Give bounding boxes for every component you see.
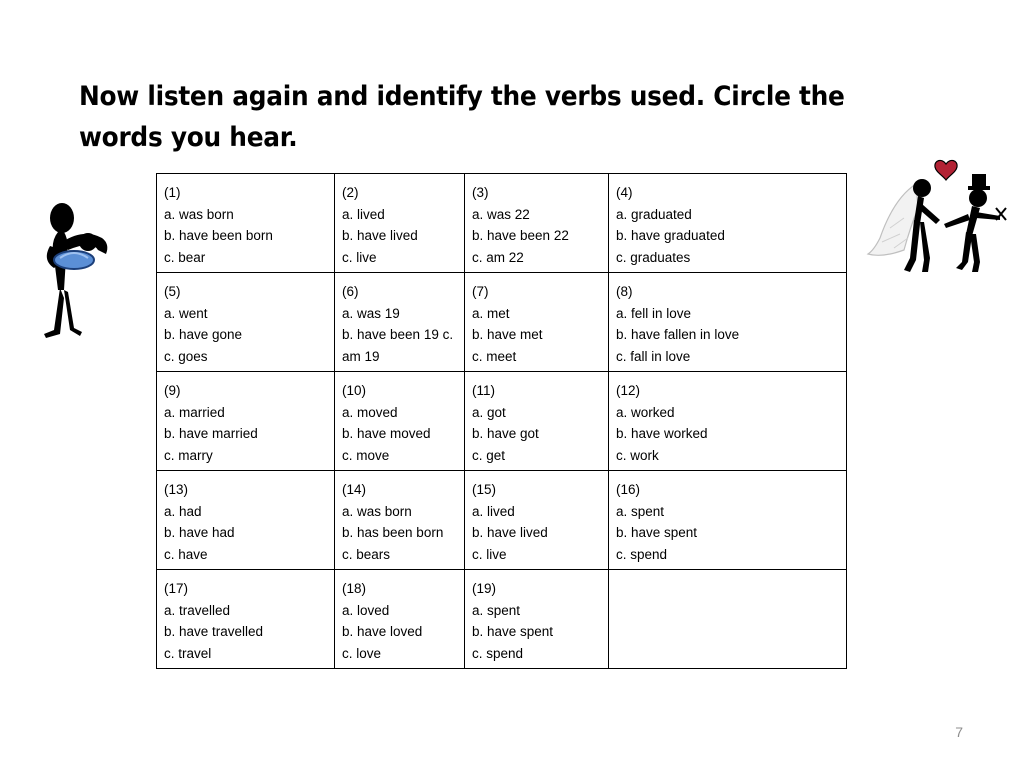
option-c[interactable]: c. meet <box>472 348 517 364</box>
question-number: (12) <box>616 383 641 398</box>
option-a[interactable]: a. married <box>164 404 225 420</box>
option-c[interactable]: c. love <box>342 645 382 661</box>
option-b[interactable]: b. have spent <box>472 624 554 639</box>
option-a[interactable]: a. travelled <box>164 602 231 618</box>
question-number: (19) <box>472 581 497 596</box>
option-c[interactable]: c. bear <box>164 249 206 265</box>
option-a[interactable]: a. went <box>164 305 208 321</box>
option-b[interactable]: b. have graduated <box>616 228 725 243</box>
option-a[interactable]: a. was born <box>164 206 234 222</box>
question-cell <box>157 174 335 273</box>
option-a[interactable]: a. had <box>164 503 202 519</box>
option-b[interactable]: b. has been born <box>342 525 444 540</box>
question-cell <box>465 471 609 570</box>
option-c[interactable]: c. bears <box>342 546 391 562</box>
question-cell <box>335 570 465 669</box>
option-a[interactable]: a. was born <box>342 503 412 519</box>
question-number: (6) <box>342 284 359 299</box>
question-cell <box>157 570 335 669</box>
question-cell <box>609 372 847 471</box>
question-cell <box>465 273 609 372</box>
option-a[interactable]: a. loved <box>342 602 390 618</box>
option-a[interactable]: a. spent <box>616 503 665 519</box>
question-number: (16) <box>616 482 641 497</box>
question-cell <box>465 570 609 669</box>
option-c[interactable]: c. have <box>164 546 208 562</box>
option-b[interactable]: b. have gone <box>164 327 243 342</box>
question-cell <box>609 174 847 273</box>
question-cell <box>335 372 465 471</box>
option-b[interactable]: b. have married <box>164 426 258 441</box>
question-cell <box>335 471 465 570</box>
option-c[interactable]: c. live <box>342 249 377 265</box>
option-b[interactable]: b. have fallen in love <box>616 327 740 342</box>
question-number: (15) <box>472 482 497 497</box>
verb-choice-table <box>156 173 847 669</box>
option-c[interactable]: c. marry <box>164 447 213 463</box>
question-cell <box>609 273 847 372</box>
option-b[interactable]: b. have loved <box>342 624 423 639</box>
option-c[interactable]: c. live <box>472 546 507 562</box>
option-a[interactable]: a. fell in love <box>616 305 692 321</box>
option-b[interactable]: b. have met <box>472 327 543 342</box>
option-b[interactable]: b. have travelled <box>164 624 264 639</box>
option-c[interactable]: c. am 22 <box>472 249 524 265</box>
question-number: (1) <box>164 185 181 200</box>
heart-icon <box>935 160 957 180</box>
option-c[interactable]: c. get <box>472 447 506 463</box>
option-b[interactable]: b. have spent <box>616 525 698 540</box>
parent-with-baby-icon <box>40 198 118 340</box>
question-number: (18) <box>342 581 367 596</box>
question-number: (4) <box>616 185 633 200</box>
slide-title: Now listen again and identify the verbs used. Circle the words you hear. <box>79 81 845 153</box>
option-b[interactable]: b. have lived <box>342 228 418 243</box>
option-a[interactable]: a. lived <box>342 206 385 222</box>
question-cell <box>465 372 609 471</box>
question-number: (9) <box>164 383 181 398</box>
option-c[interactable]: c. fall in love <box>616 348 691 364</box>
question-number: (17) <box>164 581 189 596</box>
option-a[interactable]: a. was 19 <box>342 305 400 321</box>
option-b[interactable]: b. have moved <box>342 426 431 441</box>
option-b[interactable]: b. have been 19 c. am 19 <box>342 327 454 364</box>
question-number: (11) <box>472 383 496 398</box>
option-c[interactable]: c. travel <box>164 645 212 661</box>
page-number: 7 <box>955 724 963 740</box>
option-b[interactable]: b. have got <box>472 426 539 441</box>
question-cell <box>157 471 335 570</box>
question-number: (5) <box>164 284 181 299</box>
option-a[interactable]: a. lived <box>472 503 515 519</box>
option-a[interactable]: a. graduated <box>616 206 692 222</box>
question-number: (10) <box>342 383 367 398</box>
question-cell <box>157 273 335 372</box>
option-c[interactable]: c. spend <box>616 546 668 562</box>
option-b[interactable]: b. have lived <box>472 525 548 540</box>
option-a[interactable]: a. spent <box>472 602 521 618</box>
option-a[interactable]: a. worked <box>616 404 675 420</box>
option-c[interactable]: c. work <box>616 447 659 463</box>
question-number: (7) <box>472 284 489 299</box>
question-cell <box>157 372 335 471</box>
question-number: (13) <box>164 482 189 497</box>
question-number: (8) <box>616 284 633 299</box>
table-row <box>157 273 847 372</box>
option-c[interactable]: c. move <box>342 447 390 463</box>
option-b[interactable]: b. have worked <box>616 426 708 441</box>
table-row <box>157 174 847 273</box>
option-b[interactable]: b. have been 22 <box>472 228 569 243</box>
option-a[interactable]: a. moved <box>342 404 398 420</box>
question-cell <box>609 570 847 669</box>
wedding-couple-icon <box>864 158 1020 282</box>
table-row <box>157 372 847 471</box>
option-c[interactable]: c. spend <box>472 645 524 661</box>
question-cell <box>335 273 465 372</box>
option-c[interactable]: c. graduates <box>616 249 691 265</box>
option-a[interactable]: a. got <box>472 404 506 420</box>
option-c[interactable]: c. goes <box>164 348 208 364</box>
question-cell <box>335 174 465 273</box>
option-a[interactable]: a. was 22 <box>472 206 530 222</box>
question-number: (14) <box>342 482 367 497</box>
table-row <box>157 471 847 570</box>
question-cell <box>465 174 609 273</box>
option-b[interactable]: b. have had <box>164 525 235 540</box>
table-row <box>157 570 847 669</box>
question-number: (3) <box>472 185 489 200</box>
option-a[interactable]: a. met <box>472 305 510 321</box>
question-cell <box>609 471 847 570</box>
question-number: (2) <box>342 185 359 200</box>
option-b[interactable]: b. have been born <box>164 228 273 243</box>
